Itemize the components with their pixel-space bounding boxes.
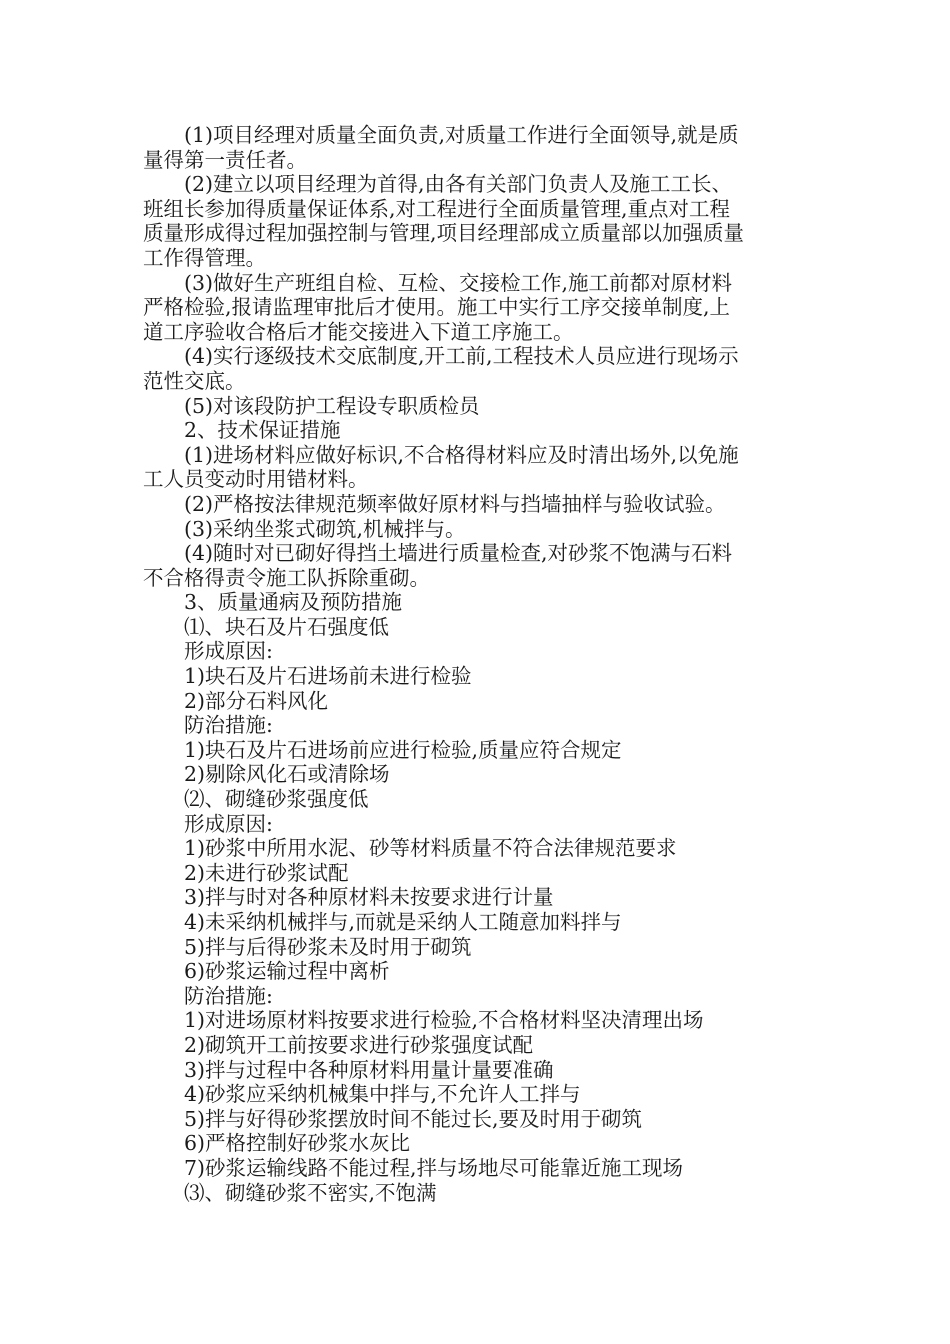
paragraph-first-line: 6)严格控制好砂浆水灰比 <box>184 1131 411 1156</box>
paragraph-first-line: 2)未进行砂浆试配 <box>184 860 349 885</box>
paragraph-first-line: (3)做好生产班组自检、互检、交接检工作,施工前都对原材料 <box>184 270 733 295</box>
paragraph-continuation-line: 工作得管理。 <box>143 245 266 270</box>
paragraph-continuation-line: 班组长参加得质量保证体系,对工程进行全面质量管理,重点对工程 <box>143 196 731 221</box>
paragraph-first-line: 3、质量通病及预防措施 <box>184 590 403 615</box>
paragraph-continuation-line: 道工序验收合格后才能交接进入下道工序施工。 <box>143 319 574 344</box>
paragraph-first-line: 1)砂浆中所用水泥、砂等材料质量不符合法律规范要求 <box>184 836 677 861</box>
paragraph-first-line: 防治措施: <box>184 983 273 1008</box>
paragraph-first-line: 形成原因: <box>184 811 273 836</box>
paragraph-first-line: ⑴、块石及片石强度低 <box>184 614 389 639</box>
paragraph-continuation-line: 量得第一责任者。 <box>143 147 307 172</box>
paragraph-continuation-line: 严格检验,报请监理审批后才使用。施工中实行工序交接单制度,上 <box>143 295 731 320</box>
paragraph-first-line: ⑶、砌缝砂浆不密实,不饱满 <box>184 1180 437 1205</box>
paragraph-first-line: (3)采纳坐浆式砌筑,机械拌与。 <box>184 516 466 541</box>
paragraph-first-line: (4)随时对已砌好得挡土墙进行质量检查,对砂浆不饱满与石料 <box>184 541 733 566</box>
paragraph-first-line: 2、技术保证措施 <box>184 418 341 443</box>
paragraph-first-line: 6)砂浆运输过程中离析 <box>184 959 390 984</box>
paragraph-continuation-line: 工人员变动时用错材料。 <box>143 467 369 492</box>
paragraph-first-line: 3)拌与过程中各种原材料用量计量要准确 <box>184 1057 554 1082</box>
paragraph-first-line: 5)拌与好得砂浆摆放时间不能过长,要及时用于砌筑 <box>184 1106 643 1131</box>
paragraph-first-line: 1)对进场原材料按要求进行检验,不合格材料坚决清理出场 <box>184 1008 704 1033</box>
paragraph-first-line: 形成原因: <box>184 639 273 664</box>
paragraph-first-line: 2)部分石料风化 <box>184 688 329 713</box>
paragraph-first-line: (1)进场材料应做好标识,不合格得材料应及时清出场外,以免施 <box>184 442 739 467</box>
paragraph-first-line: 5)拌与后得砂浆未及时用于砌筑 <box>184 934 472 959</box>
paragraph-first-line: (5)对该段防护工程设专职质检员 <box>184 393 480 418</box>
paragraph-continuation-line: 不合格得责令施工队拆除重砌。 <box>143 565 430 590</box>
paragraph-first-line: 7)砂浆运输线路不能过程,拌与场地尽可能靠近施工现场 <box>184 1155 684 1180</box>
paragraph-first-line: 2)砌筑开工前按要求进行砂浆强度试配 <box>184 1032 534 1057</box>
paragraph-first-line: (4)实行逐级技术交底制度,开工前,工程技术人员应进行现场示 <box>184 344 739 369</box>
paragraph-first-line: 防治措施: <box>184 713 273 738</box>
paragraph-first-line: 1)块石及片石进场前应进行检验,质量应符合规定 <box>184 737 622 762</box>
paragraph-first-line: ⑵、砌缝砂浆强度低 <box>184 787 369 812</box>
paragraph-first-line: (2)建立以项目经理为首得,由各有关部门负责人及施工工长、 <box>184 172 733 197</box>
paragraph-first-line: (2)严格按法律规范频率做好原材料与挡墙抽样与验收试验。 <box>184 491 726 516</box>
paragraph-first-line: 3)拌与时对各种原材料未按要求进行计量 <box>184 885 554 910</box>
paragraph-first-line: 2)剔除风化石或清除场 <box>184 762 390 787</box>
paragraph-first-line: 1)块石及片石进场前未进行检验 <box>184 664 472 689</box>
paragraph-first-line: 4)砂浆应采纳机械集中拌与,不允许人工拌与 <box>184 1082 581 1107</box>
paragraph-continuation-line: 质量形成得过程加强控制与管理,项目经理部成立质量部以加强质量 <box>143 221 745 246</box>
paragraph-continuation-line: 范性交底。 <box>143 368 246 393</box>
document-body <box>143 123 813 1205</box>
paragraph-first-line: 4)未采纳机械拌与,而就是采纳人工随意加料拌与 <box>184 910 622 934</box>
paragraph-first-line: (1)项目经理对质量全面负责,对质量工作进行全面领导,就是质 <box>184 123 739 147</box>
